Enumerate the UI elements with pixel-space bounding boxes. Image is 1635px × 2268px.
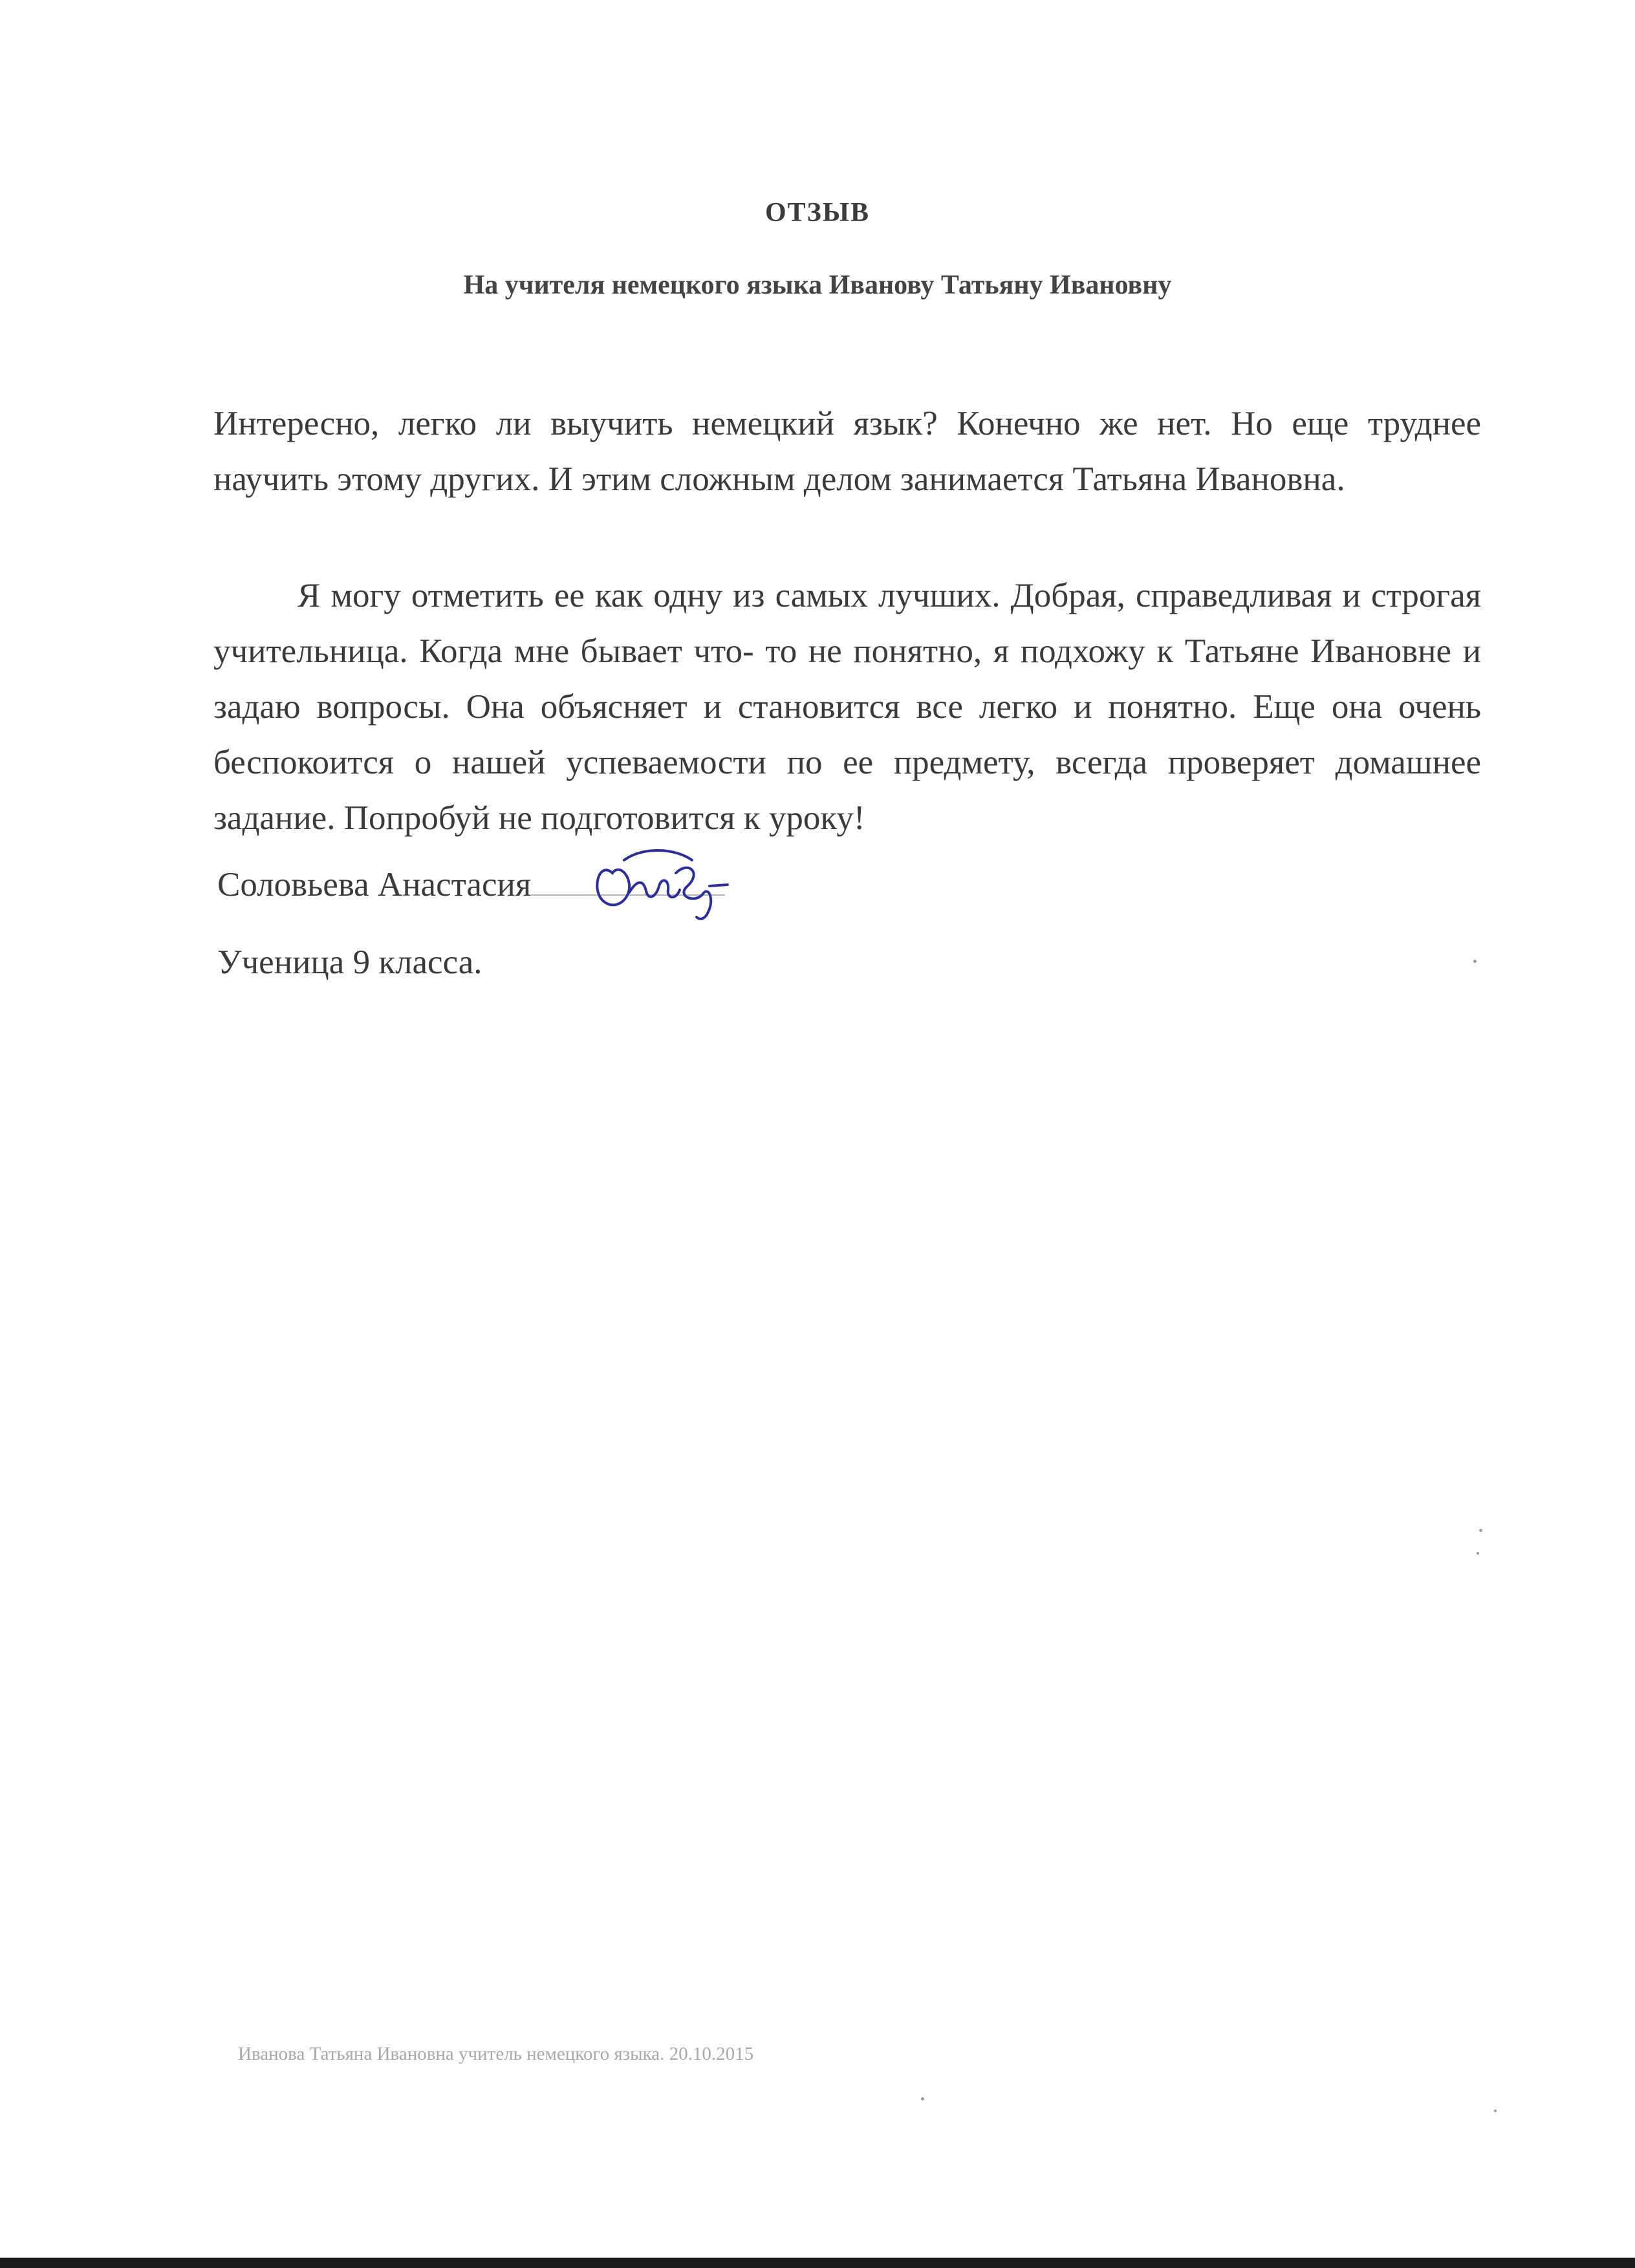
scan-speck bbox=[921, 2097, 924, 2101]
paragraph-main: Я могу отметить ее как одну из самых лучших. Добрая, справедливая и строгая учительница. Когда мне бывает что- то не понятно, я подхожу к Татьяне Ивановне и задаю вопросы. Она объясняет и становится все легко и понятно. Еще она очень беспокоится о нашей успеваемости по ее предмету, всегда проверяет домашнее задание. Попробуй не подготовится к уроку! bbox=[213, 577, 1481, 837]
document-title: ОТЗЫВ bbox=[764, 198, 871, 228]
handwritten-signature bbox=[579, 834, 741, 931]
document-subtitle: На учителя немецкого языка Иванову Татьяну Ивановну bbox=[463, 270, 1172, 300]
paragraph-intro: Интересно, легко ли выучить немецкий язык? Конечно же нет. Но еще труднее научить этому других. И этим сложным делом занимается Татьяна Ивановна. bbox=[213, 405, 1481, 498]
scan-speck bbox=[1479, 1529, 1482, 1532]
scan-speck bbox=[1494, 2110, 1497, 2112]
scan-bottom-edge bbox=[0, 2258, 1635, 2268]
scan-speck bbox=[1473, 960, 1477, 963]
scan-speck bbox=[1477, 1552, 1479, 1555]
author-class: Ученица 9 класса. bbox=[217, 944, 482, 981]
author-name: Соловьева Анастасия bbox=[217, 866, 532, 903]
footer-note: Иванова Татьяна Ивановна учитель немецкого языка. 20.10.2015 bbox=[238, 2044, 754, 2064]
